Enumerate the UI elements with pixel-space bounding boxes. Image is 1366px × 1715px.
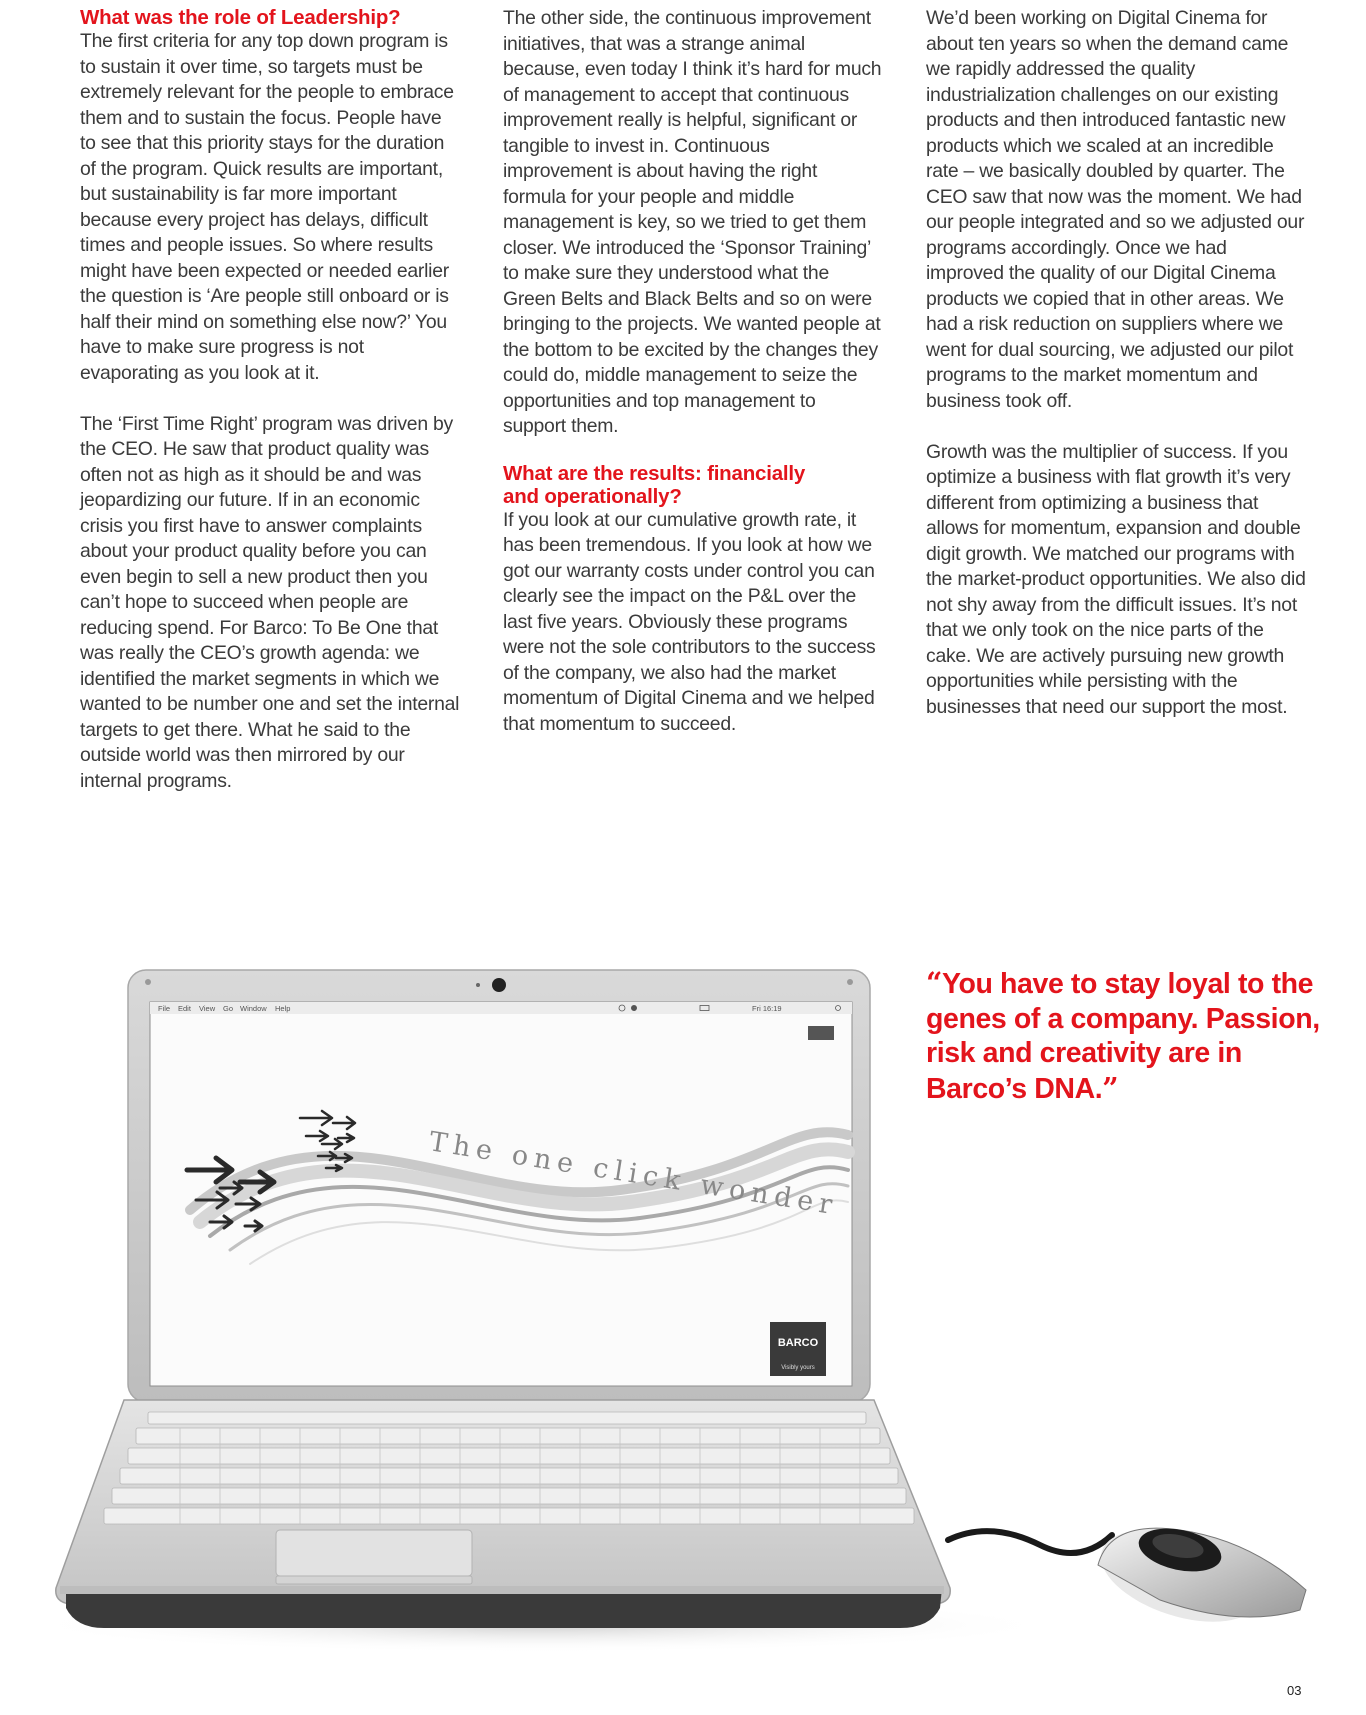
screen-corner-logo	[808, 1026, 834, 1040]
touchpad	[276, 1530, 472, 1576]
leadership-heading: What was the role of Leadership?	[80, 6, 401, 29]
barco-logo-tagline: Visibly yours	[781, 1365, 815, 1371]
paragraph: If you look at our cumulative growth rate, it has been tremendous. If you look at how we got our warranty costs under control you can clearly see the impact on the P&L over the last five years. Obviously these programs were not the sole contributors to the success of the company, we also had the market momentum of Digital Cinema and we helped that momentum to succeed.	[503, 508, 876, 735]
screen-clock: Fri 16:19	[752, 1004, 782, 1013]
screen-tagline: The one click wonder	[426, 1126, 841, 1222]
clickshare-cable	[948, 1531, 1112, 1553]
quote-text: You have to stay loyal to the genes of a company. Passion, risk and creativity are in Barco’s DNA.	[926, 968, 1320, 1105]
column-right	[926, 6, 1306, 746]
quote-open-mark: “	[926, 966, 942, 1000]
paragraph: The ‘First Time Right’ program was driven by the CEO. He saw that product quality was often not as high as it should be and was jeopardizing our future. If in an economic crisis you first have to answer complaints about your product quality before you can even begin to sell a new product then you can’t hope to succeed when people are reducing spend. For Barco: To Be One that was really the CEO’s growth agenda: we identified the market segments in which we wanted to be number one and set the internal targets to get there. What he said to the outside world was then mirrored by our internal programs.	[80, 412, 460, 792]
laptop-screen	[150, 1002, 852, 1386]
column-middle	[503, 6, 883, 763]
laptop-illustration	[0, 960, 1366, 1680]
paragraph: Growth was the multiplier of success. If you optimize a business with flat growth it’s very different from optimizing a business that allows for momentum, expansion and double digit growth. We matched our programs with the market-product opportunities. We also did not shy away from the difficult issues. It’s not that we only took on the nice parts of the cake. We are actively pursuing new growth opportunities while persisting with the businesses that need our support the most.	[926, 440, 1306, 718]
screen-menubar: File Edit View Go Window Help	[158, 1004, 291, 1013]
webcam-icon	[492, 978, 506, 992]
paragraph: The other side, the continuous improvement initiatives, that was a strange animal because, even today I think it’s hard for much of management to accept that continuous improvement really is helpful, significant or tangible to invest in. Continuous improvement is about having the right formula for your people and middle management is key, so we tried to get them closer. We introduced the ‘Sponsor Training’ to make sure they understood what the Green Belts and Black Belts and so on were bringing to the projects. We wanted people at the bottom to be excited by the changes they could do, middle management to seize the opportunities and top management to support them.	[503, 7, 882, 437]
barco-logo-text: BARCO	[777, 1337, 819, 1349]
clickshare-button-device	[1090, 1513, 1306, 1640]
quote-close-mark: ”	[1102, 1070, 1119, 1105]
page-number: 03	[1287, 1683, 1302, 1698]
paragraph: We’d been working on Digital Cinema for about ten years so when the demand came we rapidly addressed the quality industrialization challenges on our existing products and then introduced fantastic new products which we scaled at an incredible rate – we basically doubled by quarter. The CEO saw that now was the moment. We had our people integrated and so we adjusted our programs accordingly. Once we had improved the quality of our Digital Cinema products we copied that in other areas. We had a risk reduction on suppliers where we went for dual sourcing, we adjusted our pilot programs to the market momentum and business took off.	[926, 7, 1305, 412]
touchpad-buttons	[276, 1576, 472, 1584]
barco-logo	[770, 1322, 826, 1376]
column-left	[80, 6, 460, 820]
paragraph: The first criteria for any top down program is to sustain it over time, so targets must be extremely relevant for the people to embrace them and to sustain the focus. People have to see that this priority stays for the duration of the program. Quick results are important, but sustainability is far more important because every project has delays, difficult times and people issues. So where results might have been expected or needed earlier the question is ‘Are people still onboard or is half their mind on something else now?’ You have to make sure progress is not evaporating as you look at it.	[80, 30, 454, 384]
results-heading: What are the results: financially and operationally?	[503, 461, 806, 508]
